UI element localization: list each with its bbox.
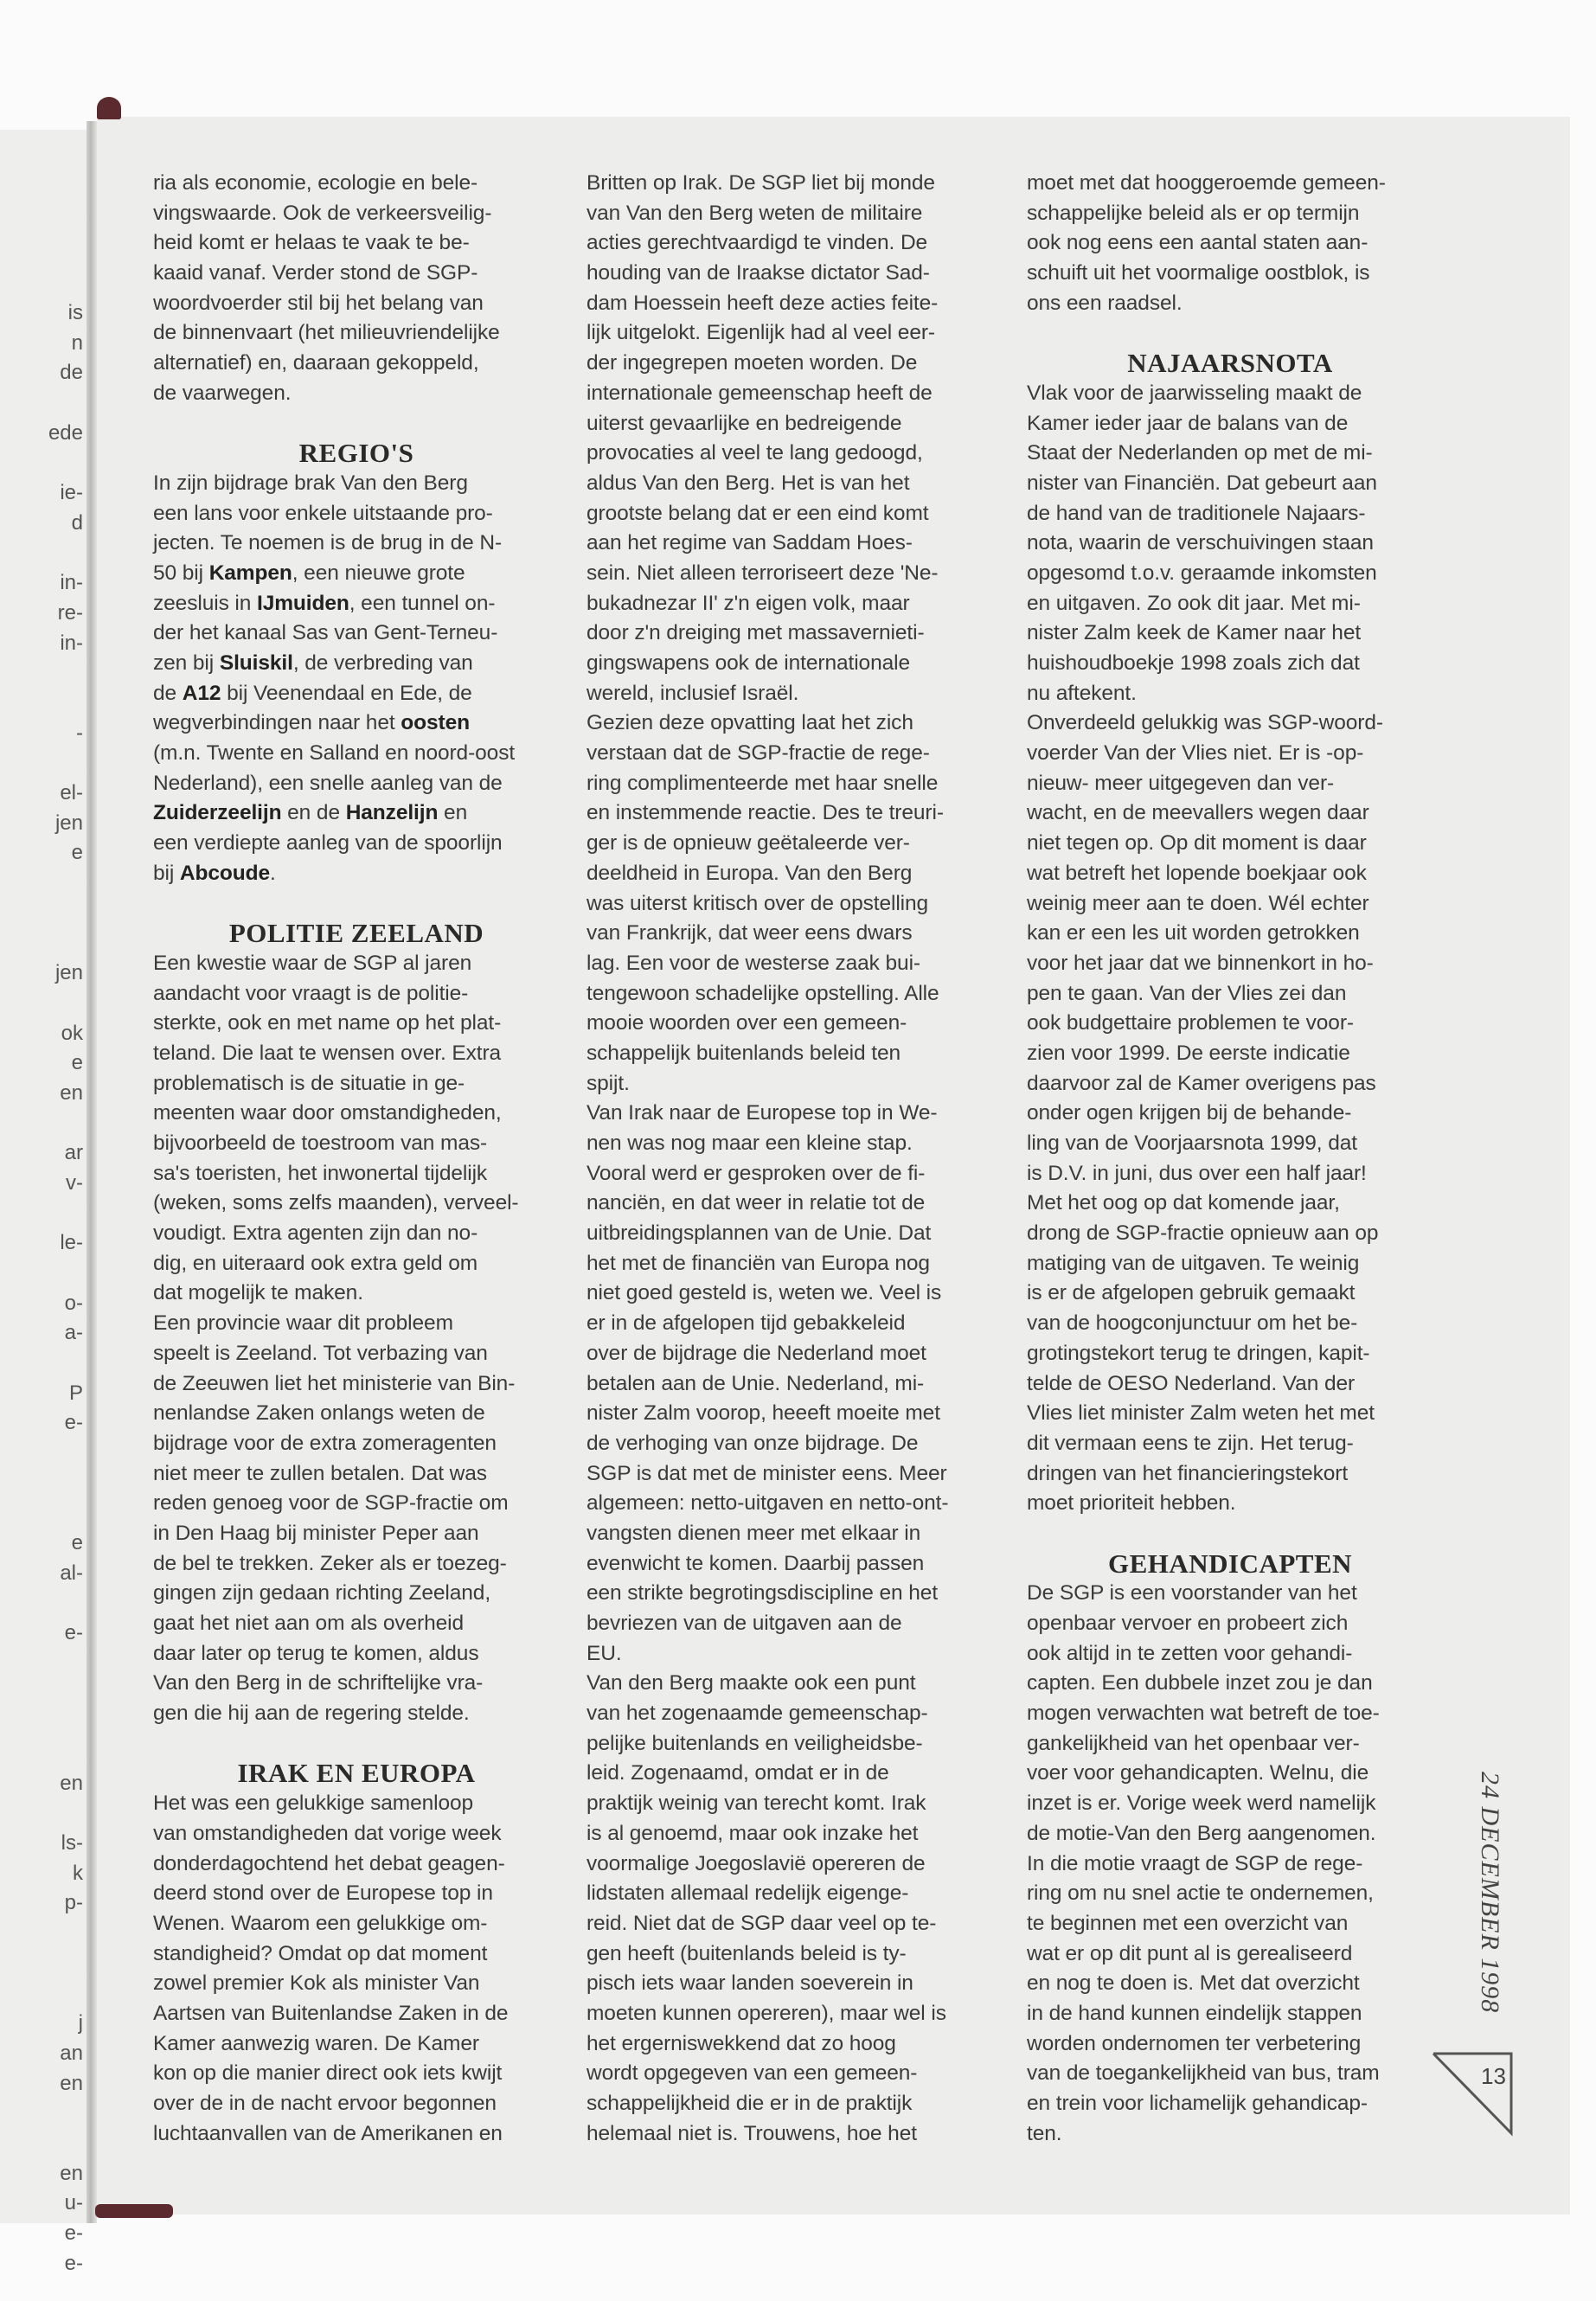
fragment-text: p- [64, 1891, 83, 1915]
fragment-text: en [60, 1771, 83, 1795]
text-line: voor het jaar dat we binnenkort in ho- [1027, 951, 1374, 975]
text-line: en nog te doen is. Met dat overzicht [1027, 1971, 1360, 1996]
text-line: wat betreft het lopende boekjaar ook [1027, 861, 1367, 885]
text-line: Zuiderzeelijn en de Hanzelijn en [153, 801, 468, 825]
bold-place-name: Hanzelijn [345, 801, 439, 825]
text-line: problematisch is de situatie in ge- [153, 1071, 465, 1095]
fragment-text [3, 1109, 83, 1139]
text-line: SGP is dat met de minister eens. Meer [586, 1461, 947, 1485]
text-line: verstaan dat de SGP-fractie de rege- [586, 741, 930, 766]
fragment-text [3, 1259, 83, 1289]
fragment-text [3, 899, 83, 929]
text-line: gen die hij aan de regering stelde. [153, 1702, 470, 1726]
text-line: pisch iets waar landen soeverein in [586, 1971, 913, 1996]
fragment-text: ls- [61, 1831, 83, 1856]
text-line: sein. Niet alleen terroriseert deze 'Ne- [586, 561, 939, 585]
bold-place-name: A12 [182, 681, 221, 705]
section-heading: IRAK EN EUROPA [237, 1758, 476, 1789]
text-line: grootste belang dat er een eind komt [586, 501, 929, 525]
text-line: Met het oog op dat komende jaar, [1027, 1191, 1340, 1215]
text-line: wacht, en de meevallers wegen daar [1027, 801, 1369, 825]
text-line: ger is de opnieuw geëtaleerde ver- [586, 831, 910, 856]
text-line: en instemmende reactie. Des te treuri- [586, 801, 944, 825]
text-line: zen bij Sluiskil, de verbreding van [153, 651, 473, 676]
text-line: ring complimenteerde met haar snelle [586, 771, 939, 795]
book-gutter [87, 121, 97, 2223]
column-3 [1027, 169, 1433, 2149]
fragment-text [3, 928, 83, 958]
fragment-text [3, 1469, 83, 1499]
text-line: evenwicht te komen. Daarbij passen [586, 1551, 925, 1575]
text-line: De SGP is een voorstander van het [1027, 1581, 1357, 1606]
text-line: schappelijkheid die er in de praktijk [586, 2092, 913, 2115]
text-line: pelijke buitenlands en veiligheidsbe- [586, 1731, 923, 1755]
text-line: gaat het niet aan om als overheid [153, 1612, 464, 1636]
text-line: van Frankrijk, dat weer eens dwars [586, 921, 913, 945]
text-line: grotingstekort terug te dringen, kapit- [1027, 1341, 1370, 1365]
text-line: deerd stond over de Europese top in [153, 1881, 493, 1906]
fragment-text: P [68, 1381, 83, 1405]
text-line: onder ogen krijgen bij de behande- [1027, 1101, 1352, 1125]
fragment-text: ie- [60, 481, 83, 505]
text-line: donderdagochtend het debat geagen- [153, 1851, 505, 1875]
text-line: van de hoogconjunctuur om het be- [1027, 1311, 1358, 1336]
text-line: Aartsen van Buitenlandse Zaken in de [153, 2001, 509, 2025]
text-line: Kamer ieder jaar de balans van de [1027, 411, 1349, 435]
text-line: jecten. Te noemen is de brug in de N- [153, 531, 503, 555]
text-line: telde de OESO Nederland. Van der [1027, 1371, 1356, 1395]
issue-date: 24 DECEMBER 1998 [1476, 1772, 1504, 2014]
fragment-text: re- [57, 600, 83, 625]
text-line: moet prioriteit hebben. [1027, 1491, 1236, 1516]
text-line: Wenen. Waarom een gelukkige om- [153, 1911, 488, 1935]
text-line: vangsten dienen meer met elkaar in [586, 1521, 921, 1545]
text-line: bijvoorbeeld de toestroom van mas- [153, 1131, 488, 1156]
text-line: heid komt er helaas te vaak te be- [153, 231, 470, 255]
text-line: luchtaanvallen van de Amerikanen en [153, 2121, 503, 2145]
fragment-text: jen [54, 811, 83, 835]
text-line: internationale gemeenschap heeft de [586, 381, 933, 405]
fragment-text [3, 1199, 83, 1229]
text-line: dam Hoessein heeft deze acties feite- [586, 291, 939, 315]
text-line: de vaarwegen. [153, 381, 292, 405]
binding-mark-bottom [95, 2204, 173, 2218]
fragment-text [3, 748, 83, 779]
text-line: in de hand kunnen eindelijk stappen [1027, 2001, 1362, 2025]
fragment-text: a- [64, 1321, 83, 1345]
binding-mark-top [97, 97, 121, 119]
text-line: lijk uitgelokt. Eigenlijk had al veel eer- [586, 321, 935, 345]
text-line: is al genoemd, maar ook inzake het [586, 1821, 919, 1845]
text-line: bij Abcoude. [153, 861, 276, 885]
fragment-text [3, 689, 83, 719]
text-line: moet met dat hooggeroemde gemeen- [1027, 171, 1386, 195]
text-line: gen heeft (buitenlands beleid is ty- [586, 1941, 907, 1965]
text-line: nister Zalm voorop, heeeft moeite met [586, 1401, 940, 1426]
fragment-text [3, 1589, 83, 1619]
fragment-text [3, 868, 83, 899]
text-line: dat mogelijk te maken. [153, 1281, 363, 1305]
text-line: nota, waarin de verschuivingen staan [1027, 531, 1374, 555]
text-line: mogen verwachten wat betreft de toe- [1027, 1702, 1380, 1726]
text-line: kaaid vanaf. Verder stond de SGP- [153, 261, 478, 285]
text-line: en trein voor lichamelijk gehandicap- [1027, 2092, 1368, 2116]
fragment-text: e- [64, 2221, 83, 2245]
text-line: ook nog eens een aantal staten aan- [1027, 231, 1368, 255]
fragment-text: jen [54, 961, 83, 985]
fragment-text: e- [64, 1411, 83, 1435]
fragment-text: en [60, 2071, 83, 2095]
text-line: nu aftekent. [1027, 681, 1137, 705]
text-line: sa's toeristen, het inwonertal tijdelijk [153, 1161, 488, 1185]
text-line: een verdiepte aanleg van de spoorlijn [153, 831, 503, 856]
text-line: een strikte begrotingsdiscipline en het [586, 1581, 939, 1606]
text-line: leid. Zogenaamd, omdat er in de [586, 1761, 889, 1785]
text-line: Onverdeeld gelukkig was SGP-woord- [1027, 711, 1383, 735]
text-line: de bel te trekken. Zeker als er toezeg- [153, 1551, 507, 1575]
text-line: niet meer te zullen betalen. Dat was [153, 1461, 487, 1485]
text-line: tengewoon schadelijke opstelling. Alle [586, 981, 939, 1005]
text-line: teland. Die laat te wensen over. Extra [153, 1041, 502, 1065]
fragment-text: e [71, 1531, 83, 1555]
fragment-text: k [73, 1861, 83, 1885]
text-line: helemaal niet is. Trouwens, hoe het [586, 2121, 917, 2145]
text-line: EU. [586, 1641, 622, 1665]
text-line: uiterst gevaarlijke en bedreigende [586, 411, 902, 435]
text-line: meenten waar door omstandigheden, [153, 1101, 502, 1125]
text-line: houding van de Iraakse dictator Sad- [586, 261, 930, 285]
fragment-text [3, 1979, 83, 2009]
fragment-text: in- [60, 571, 83, 595]
fragment-text [3, 1739, 83, 1769]
text-line: gingen zijn gedaan richting Zeeland, [153, 1581, 491, 1606]
text-line: 50 bij Kampen, een nieuwe grote [153, 561, 465, 585]
column-1 [153, 169, 560, 2149]
text-line: reid. Niet dat de SGP daar veel op te- [586, 1911, 937, 1935]
text-line: van omstandigheden dat vorige week [153, 1821, 502, 1845]
fragment-text: u- [64, 2191, 83, 2215]
text-line: het ergerniswekkend dat zo hoog [586, 2031, 896, 2055]
page-number: 13 [1481, 2063, 1506, 2089]
bold-place-name: IJmuiden [257, 591, 349, 615]
fragment-text [3, 1949, 83, 1979]
fragment-text [3, 1798, 83, 1829]
text-line: voudigt. Extra agenten zijn dan no- [153, 1221, 478, 1246]
text-line: en uitgaven. Zo ook dit jaar. Met mi- [1027, 591, 1361, 615]
text-line: zeesluis in IJmuiden, een tunnel on- [153, 591, 496, 615]
fragment-text [3, 1499, 83, 1529]
text-line: over de in de nacht ervoor begonnen [153, 2092, 497, 2116]
fragment-text: e- [64, 2251, 83, 2275]
text-line: door z'n dreiging met massavernieti- [586, 621, 925, 645]
text-line: ook budgettaire problemen te voor- [1027, 1011, 1354, 1035]
text-line: nieuw- meer uitgegeven dan ver- [1027, 771, 1335, 795]
text-line: aldus Van den Berg. Het is van het [586, 471, 910, 495]
fragment-text: ede [48, 420, 83, 445]
fragment-text: e [71, 1051, 83, 1075]
text-line: daar later op terug te komen, aldus [153, 1641, 479, 1665]
section-heading: NAJAARSNOTA [1127, 348, 1333, 379]
text-line: wereld, inclusief Israël. [586, 681, 799, 705]
fragment-text: j [78, 2011, 83, 2035]
section-heading: REGIO'S [298, 438, 414, 469]
text-line: Het was een gelukkige samenloop [153, 1791, 474, 1816]
text-line: te beginnen met een overzicht van [1027, 1911, 1349, 1935]
left-page-edge [0, 130, 87, 2275]
text-line: voer voor gehandicapten. Welnu, die [1027, 1761, 1369, 1785]
text-line: is er de afgelopen gebruik gemaakt [1027, 1281, 1356, 1305]
text-line: nister Zalm keek de Kamer naar het [1027, 621, 1362, 645]
text-line: betalen aan de Unie. Nederland, mi- [586, 1371, 925, 1395]
text-line: voormalige Joegoslavië opereren de [586, 1851, 926, 1875]
text-line: schappelijke beleid als er op termijn [1027, 201, 1360, 225]
text-line: ling van de Voorjaarsnota 1999, dat [1027, 1131, 1357, 1156]
text-line: Staat der Nederlanden op met de mi- [1027, 441, 1373, 465]
text-line: speelt is Zeeland. Tot verbazing van [153, 1341, 488, 1365]
text-line: ons een raadsel. [1027, 291, 1183, 315]
fragment-text [3, 448, 83, 478]
fragment-text: ar [64, 1141, 83, 1165]
text-line: aandacht voor vraagt is de politie- [153, 981, 469, 1005]
text-line: de A12 bij Veenendaal en Ede, de [153, 681, 472, 705]
text-line: pen te gaan. Van der Vlies zei dan [1027, 981, 1347, 1005]
text-line: bijdrage voor de extra zomeragenten [153, 1431, 497, 1455]
text-line: schuift uit het voormalige oostblok, is [1027, 261, 1370, 285]
fragment-text [3, 388, 83, 419]
text-line: dit vermaan eens te zijn. Het terug- [1027, 1431, 1354, 1455]
fragment-text: al- [60, 1561, 83, 1585]
text-line: er in de afgelopen tijd gebakkeleid [586, 1311, 906, 1336]
text-line: ook altijd in te zetten voor gehandi- [1027, 1641, 1353, 1665]
text-line: Een kwestie waar de SGP al jaren [153, 951, 472, 975]
fragment-text [3, 658, 83, 689]
text-line: over de bijdrage die Nederland moet [586, 1341, 926, 1365]
text-line: huishoudboekje 1998 zoals zich dat [1027, 651, 1360, 676]
text-line: der ingegrepen moeten worden. De [586, 351, 918, 375]
text-line: voerder Van der Vlies niet. Er is -op- [1027, 741, 1364, 766]
text-line: Nederland), een snelle aanleg van de [153, 771, 503, 795]
text-line: woordvoerder stil bij het belang van [153, 291, 484, 315]
text-line: vingswaarde. Ook de verkeersveilig- [153, 201, 492, 225]
text-line: nanciën, en dat weer in relatie tot de [586, 1191, 926, 1215]
fragment-text [3, 539, 83, 569]
text-line: In die motie vraagt de SGP de rege- [1027, 1851, 1363, 1875]
text-line: van Van den Berg weten de militaire [586, 201, 923, 225]
text-line: dringen van het financieringstekort [1027, 1461, 1349, 1485]
fragment-text [3, 1919, 83, 1949]
text-line: inzet is er. Vorige week werd namelijk [1027, 1791, 1376, 1816]
text-line: schappelijk buitenlands beleid ten [586, 1041, 901, 1065]
text-line: (weken, soms zelfs maanden), verveel- [153, 1191, 519, 1215]
text-line: Britten op Irak. De SGP liet bij monde [586, 171, 935, 195]
text-line: reden genoeg voor de SGP-fractie om [153, 1491, 509, 1516]
text-line: de hand van de traditionele Najaars- [1027, 501, 1366, 525]
fragment-text: ok [61, 1021, 83, 1045]
text-line: de motie-Van den Berg aangenomen. [1027, 1821, 1376, 1845]
fragment-text [3, 1708, 83, 1739]
bold-place-name: Abcoude [179, 861, 271, 885]
text-line: acties gerechtvaardigd te vinden. De [586, 231, 928, 255]
text-line: niet goed gesteld is, weten we. Veel is [586, 1281, 942, 1305]
fragment-text: - [76, 721, 83, 745]
text-line: algemeen: netto-uitgaven en netto-ont- [586, 1491, 949, 1516]
bold-place-name: Sluiskil [219, 651, 293, 676]
text-line: Een provincie waar dit probleem [153, 1311, 453, 1336]
fragment-text: en [60, 1080, 83, 1105]
text-line: daarvoor zal de Kamer overigens pas [1027, 1071, 1376, 1095]
text-line: zien voor 1999. De eerste indicatie [1027, 1041, 1350, 1065]
text-line: het met de financiën van Europa nog [586, 1251, 930, 1275]
text-line: opgesomd t.o.v. geraamde inkomsten [1027, 561, 1377, 585]
fragment-text [3, 1649, 83, 1679]
text-line: in Den Haag bij minister Peper aan [153, 1521, 479, 1545]
text-line: gankelijkheid van het openbaar ver- [1027, 1731, 1360, 1755]
text-line: weinig meer aan te doen. Wél echter [1027, 891, 1369, 915]
fragment-text: de [60, 361, 83, 385]
text-line: capten. Een dubbele inzet zou je dan [1027, 1671, 1373, 1695]
text-line: aan het regime van Saddam Hoes- [586, 531, 913, 555]
fragment-text [3, 989, 83, 1019]
fragment-text [3, 2099, 83, 2129]
text-line: der het kanaal Sas van Gent-Terneu- [153, 621, 498, 645]
text-line: bevriezen van de uitgaven aan de [586, 1612, 902, 1635]
text-line: dig, en uiteraard ook extra geld om [153, 1251, 478, 1275]
text-line: sterkte, ook en met name op het plat- [153, 1011, 502, 1035]
text-line: alternatief) en, daaraan gekoppeld, [153, 351, 479, 375]
text-line: zowel premier Kok als minister Van [153, 1971, 480, 1996]
text-line: kan er een les uit worden getrokken [1027, 921, 1360, 945]
text-line: deeldheid in Europa. Van den Berg [586, 861, 913, 885]
fragment-text: in- [60, 631, 83, 655]
text-line: moeten kunnen opereren), maar wel is [586, 2001, 946, 2025]
text-line: kon op die manier direct ook iets kwijt [153, 2061, 503, 2086]
text-line: niet tegen op. Op dit moment is daar [1027, 831, 1367, 856]
fragment-text: an [60, 2041, 83, 2065]
text-line: openbaar vervoer en probeert zich [1027, 1612, 1349, 1636]
text-line: (m.n. Twente en Salland en noord-oost [153, 741, 516, 766]
fragment-text: is [67, 301, 83, 324]
text-line: Vlies liet minister Zalm weten het met [1027, 1401, 1375, 1426]
bold-place-name: Kampen [208, 561, 292, 585]
text-line: nister van Financiën. Dat gebeurt aan [1027, 471, 1377, 495]
fragment-text: v- [66, 1170, 83, 1195]
text-line: mooie woorden over een gemeen- [586, 1011, 907, 1035]
section-heading: POLITIE ZEELAND [228, 918, 484, 949]
text-line: de binnenvaart (het milieuvriendelijke [153, 321, 500, 345]
text-line: Vooral werd er gesproken over de fi- [586, 1161, 926, 1185]
text-line: worden ondernomen ter verbetering [1027, 2031, 1362, 2055]
text-line: was uiterst kritisch over de opstelling [586, 891, 929, 915]
text-line: drong de SGP-fractie opnieuw aan op [1027, 1221, 1379, 1246]
fragment-text [3, 2129, 83, 2159]
fragment-text: en [60, 2161, 83, 2185]
text-line: Kamer aanwezig waren. De Kamer [153, 2031, 479, 2055]
text-line: nenlandse Zaken onlangs weten de [153, 1401, 485, 1426]
text-line: bukadnezar II' z'n eigen volk, maar [586, 591, 910, 615]
text-line: een lans voor enkele uitstaande pro- [153, 501, 493, 525]
text-line: Van Irak naar de Europese top in We- [586, 1101, 938, 1125]
text-line: praktijk weinig van terecht komt. Irak [586, 1791, 926, 1816]
text-line: Van den Berg maakte ook een punt [586, 1671, 916, 1695]
text-line: de verhoging van onze bijdrage. De [586, 1431, 919, 1455]
text-line: van het zogenaamde gemeenschap- [586, 1702, 928, 1726]
fragment-text: e [71, 841, 83, 865]
text-line: In zijn bijdrage brak Van den Berg [153, 471, 468, 495]
left-page-fragments [3, 298, 83, 2279]
text-line: wegverbindingen naar het oosten [153, 711, 470, 735]
text-line: spijt. [586, 1071, 630, 1095]
text-line: matiging van de uitgaven. Te weinig [1027, 1251, 1360, 1275]
text-line: lag. Een voor de westerse zaak bui- [586, 951, 920, 975]
text-line: ring om nu snel actie te ondernemen, [1027, 1881, 1374, 1906]
text-line: van de toegankelijkheid van bus, tram [1027, 2061, 1380, 2086]
text-line: Van den Berg in de schriftelijke vra- [153, 1671, 484, 1695]
text-line: gingswapens ook de internationale [586, 651, 910, 675]
fragment-text: o- [64, 1291, 83, 1315]
text-line: lidstaten allemaal redelijk eigenge- [586, 1881, 909, 1906]
text-line: Gezien deze opvatting laat het zich [586, 711, 913, 735]
text-line: ria als economie, ecologie en bele- [153, 171, 478, 195]
column-2 [586, 169, 993, 2149]
text-line: provocaties al veel te lang gedoogd, [586, 441, 923, 465]
fragment-text: d [71, 510, 83, 535]
bold-place-name: oosten [401, 711, 470, 735]
fragment-text [3, 1679, 83, 1709]
fragment-text [3, 1349, 83, 1379]
text-line: ten. [1027, 2121, 1062, 2145]
text-line: wat er op dit punt al is gerealiseerd [1027, 1941, 1353, 1965]
fragment-text [3, 1439, 83, 1469]
text-line: uitbreidingsplannen van de Unie. Dat [586, 1221, 932, 1246]
text-line: wordt opgegeven van een gemeen- [586, 2061, 918, 2086]
text-line: de Zeeuwen liet het ministerie van Bin- [153, 1371, 516, 1395]
text-line: nen was nog maar een kleine stap. [586, 1131, 913, 1155]
fragment-text: el- [60, 781, 83, 804]
fragment-text: le- [60, 1231, 83, 1255]
text-line: is D.V. in juni, dus over een half jaar! [1027, 1161, 1367, 1185]
fragment-text: e- [64, 1621, 83, 1645]
text-line: standigheid? Omdat op dat moment [153, 1941, 488, 1965]
bold-place-name: Zuiderzeelijn [153, 801, 282, 825]
fragment-text: n [71, 330, 83, 355]
section-heading: GEHANDICAPTEN [1107, 1548, 1353, 1579]
text-line: Vlak voor de jaarwisseling maakt de [1027, 381, 1362, 405]
